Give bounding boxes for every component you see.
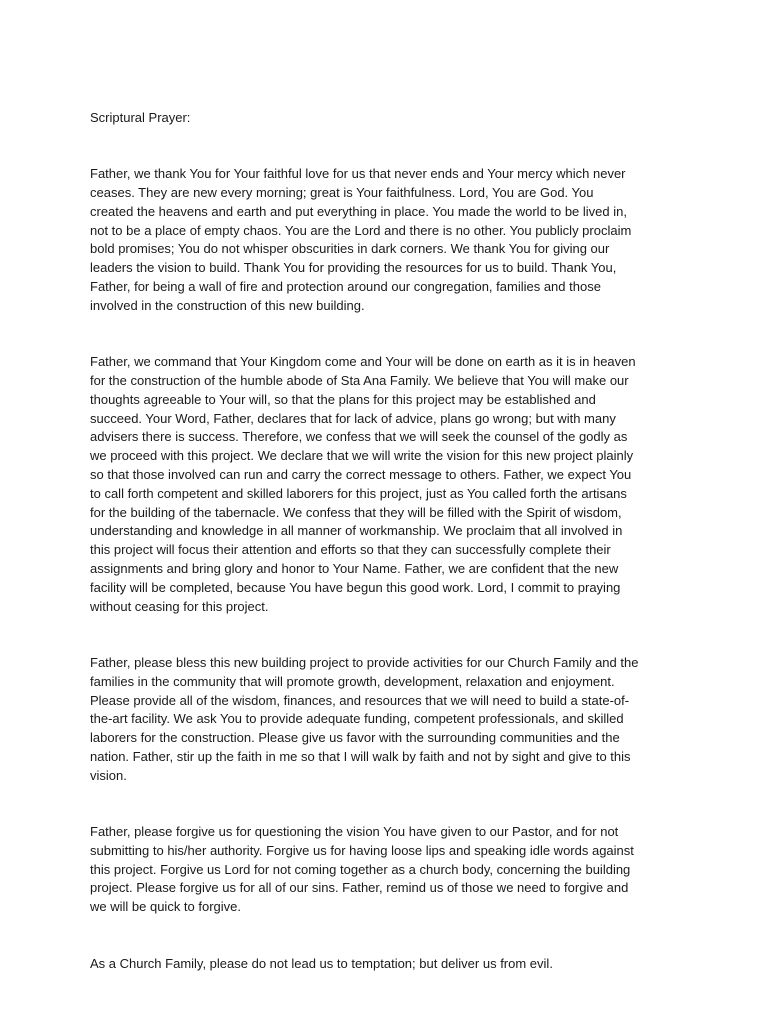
document-body <box>90 90 690 1011</box>
paragraph-4: Father, please forgive us for questioning the vision You have given to our Pastor, and for not submitting to his/her authority. Forgive us for having loose lips and speaking idle words against this project. Forgive us Lord for not coming together as a church body, concerning the building project. Please forgive us for all of our sins. Father, remind us of those we need to forgive and we will be quick to forgive. <box>90 824 634 915</box>
paragraph-5: As a Church Family, please do not lead us to temptation; but deliver us from evil. <box>90 955 553 971</box>
paragraph-2: Father, we command that Your Kingdom come and Your will be done on earth as it is in heaven for the construction of the humble abode of Sta Ana Family. We believe that You will make our thoughts agreeable to Your will, so that the plans for this project may be established and succeed. Your Word, Father, declares that for lack of advice, plans go wrong; but with many advisers there is success. Therefore, we confess that we will seek the counsel of the godly as we proceed with this project. We declare that we will write the vision for this new project plainly so that those involved can run and carry the correct message to others. Father, we expect You to call forth competent and skilled laborers for this project, just as You called forth the artisans for the building of the tabernacle. We confess that they will be filled with the Spirit of wisdom, understanding and knowledge in all manner of workmanship. We proclaim that all involved in this project will focus their attention and efforts so that they can successfully complete their assignments and bring glory and honor to Your Name. Father, we are confident that the new facility will be completed, because You have begun this good work. Lord, I commit to praying without ceasing for this project. <box>90 354 636 614</box>
paragraph-3: Father, please bless this new building project to provide activities for our Church Family and the families in the community that will promote growth, development, relaxation and enjoyment. Please provide all of the wisdom, finances, and resources that we will need to build a state-of- the-art facility. We ask You to provide adequate funding, competent professionals, and skilled laborers for the construction. Please give us favor with the surrounding communities and the nation. Father, stir up the faith in me so that I will walk by faith and not by sight and give to this vision. <box>90 654 639 783</box>
paragraph-1: Father, we thank You for Your faithful love for us that never ends and Your mercy which never ceases. They are new every morning; great is Your faithfulness. Lord, You are God. You created the heavens and earth and put everything in place. You made the world to be lived in, not to be a place of empty chaos. You are the Lord and there is no other. You publicly proclaim bold promises; You do not whisper obscurities in dark corners. We thank You for giving our leaders the vision to build. Thank You for providing the resources for us to build. Thank You, Father, for being a wall of fire and protection around our congregation, families and those involved in the construction of this new building. <box>90 166 632 313</box>
document-heading: Scriptural Prayer: <box>90 109 191 125</box>
